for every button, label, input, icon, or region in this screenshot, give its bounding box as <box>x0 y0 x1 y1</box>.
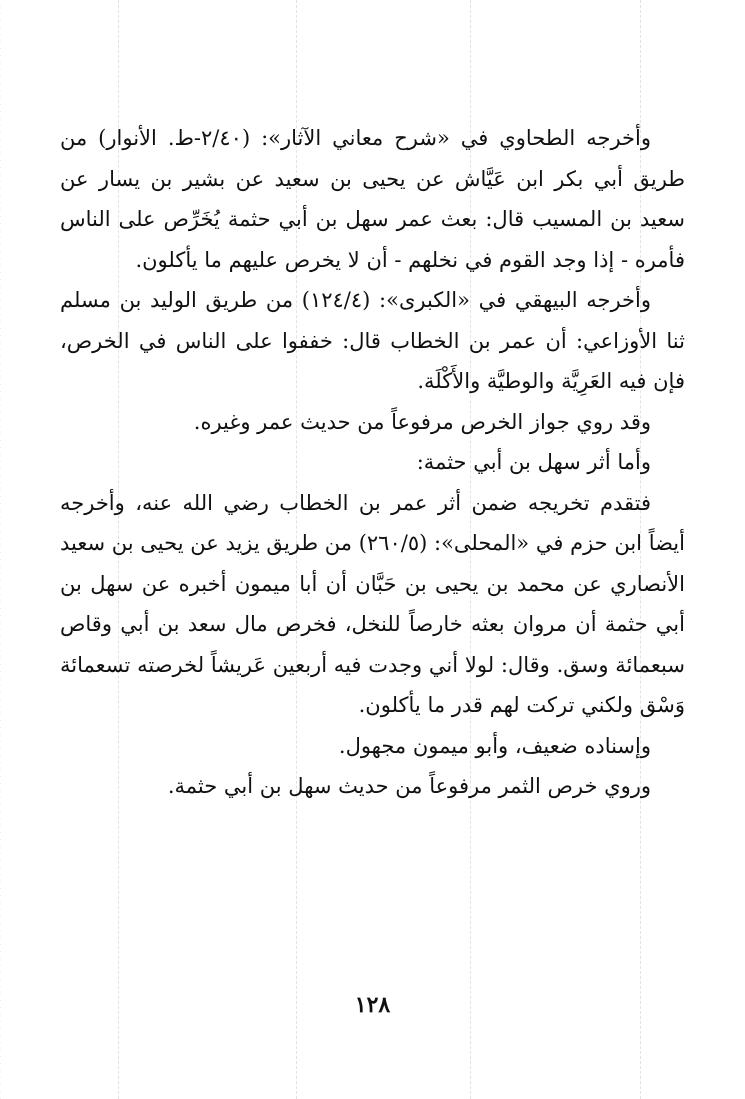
paragraph: وقد روي جواز الخرص مرفوعاً من حديث عمر وغيره. <box>193 409 651 434</box>
body-text <box>60 118 685 807</box>
page-number: ١٢٨ <box>354 992 391 1018</box>
paragraph: وأخرجه البيهقي في «الكبرى»: (١٢٤/٤) من طريق الوليد بن مسلم ثنا الأوزاعي: أن عمر بن الخطاب قال: خففوا على الناس في الخرص، فإن فيه العَرِيَّة والوطيَّة والأَكْلَة. <box>60 288 685 393</box>
paragraph: وأخرجه الطحاوي في «شرح معاني الآثار»: (٢/٤٠-ط. الأنوار) من طريق أبي بكر ابن عَيَّاش عن يحيى بن سعيد عن بشير بن يسار عن سعيد بن المسيب قال: بعث عمر سهل بن أبي حثمة يُخَرِّص على الناس فأمره - إذا وجد القوم في نخلهم - أن لا يخرص عليهم ما يأكلون. <box>60 126 685 272</box>
paragraph: وأما أثر سهل بن أبي حثمة: <box>416 450 651 474</box>
paragraph: وإسناده ضعيف، وأبو ميمون مجهول. <box>338 733 651 758</box>
paragraph: وروي خرص الثمر مرفوعاً من حديث سهل بن أبي حثمة. <box>167 774 651 798</box>
paragraph: فتقدم تخريجه ضمن أثر عمر بن الخطاب رضي الله عنه، وأخرجه أيضاً ابن حزم في «المحلى»: (٢٦٠/٥) من طريق يزيد عن يحيى بن سعيد الأنصاري عن محمد بن يحيى بن حَبَّان أن أبا ميمون أخبره عن سهل بن أبي حثمة أن مروان بعثه خارصاً للنخل، فخرص مال سعد بن أبي وقاص سبعمائة وسق. وقال: لولا أني وجدت فيه أربعين عَريشاً لخرصته تسعمائة وَسْق ولكني تركت لهم قدر ما يأكلون. <box>60 490 685 717</box>
